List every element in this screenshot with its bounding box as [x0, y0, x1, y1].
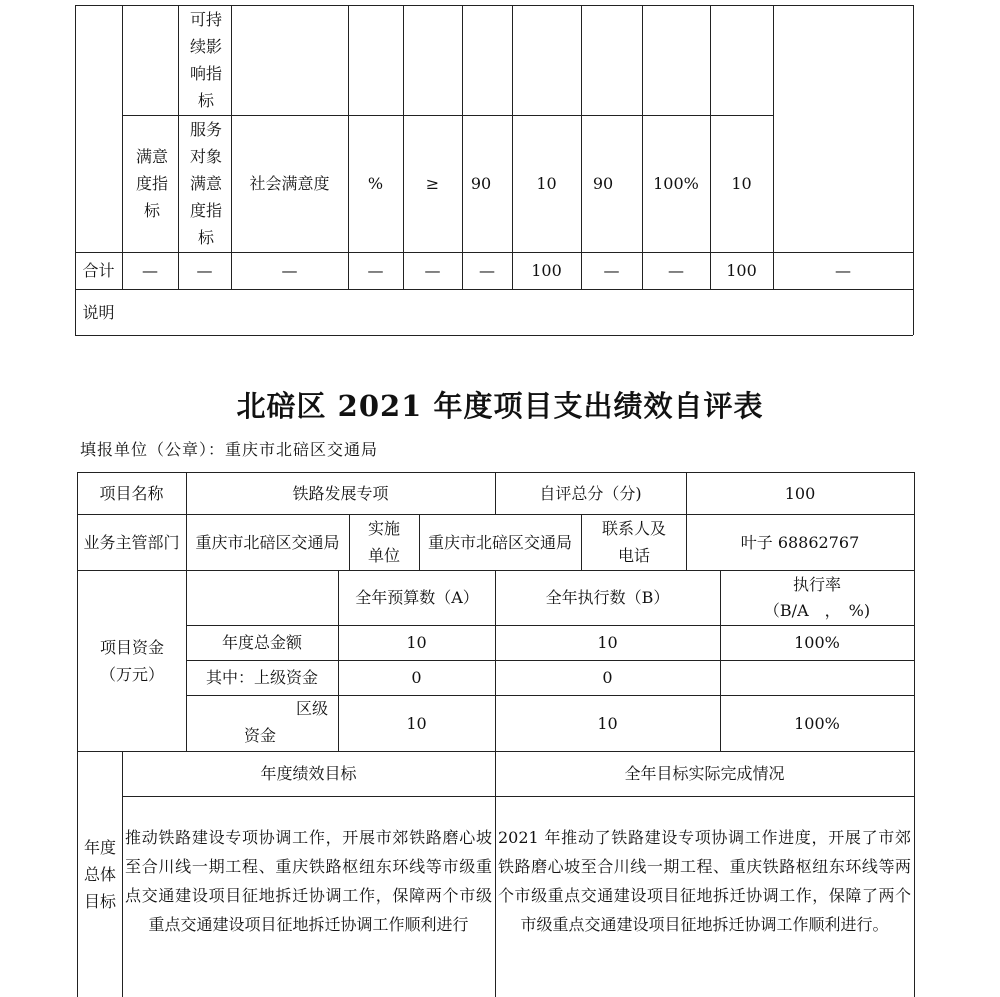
total-dash: — — [424, 261, 441, 280]
total-dash: — — [835, 261, 851, 280]
total-dash: — — [603, 261, 620, 280]
total-dash: — — [668, 261, 684, 280]
col-actual-completion: 全年目标实际完成情况 — [624, 764, 785, 783]
filler-unit: 填报单位（公章）：重庆市北碚区交通局 — [80, 440, 379, 459]
annual-goal-text: 推动铁路建设专项协调工作，开展市郊铁路磨心坡至合川线一期工程、重庆铁路枢纽东环线等市级重点交通建设项目征地拆迁协调工作，保障两个市级重点交通建设项目征地拆迁协调工作顺利进行 — [125, 828, 492, 934]
impl-label: 实施单位 — [367, 519, 400, 565]
funds-label: 项目资金（万元） — [99, 637, 164, 684]
satisfaction-target: 90 — [470, 174, 492, 193]
upper-funds-rate — [720, 660, 914, 695]
satisfaction-level3-label: 服务对象满意度指标 — [189, 120, 222, 247]
annual-total-budget: 10 — [406, 633, 427, 652]
satisfaction-weight: 10 — [536, 174, 557, 193]
district-funds-budget: 10 — [406, 713, 427, 733]
actual-completion-text: 2021 年推动了铁路建设专项协调工作进度，开展了市郊铁路磨心坡至合川线一期工程、重庆铁路枢纽东环线等两个市级重点交通建设项目征地拆迁协调工作，保障了两个市级重点交通建设项目征地拆迁协调工作顺利进行。 — [498, 828, 911, 934]
note-label: 说明 — [82, 302, 115, 322]
satisfaction-level2-label: 满意度指标 — [135, 147, 168, 220]
dept-value: 重庆市北碚区交通局 — [195, 532, 340, 552]
district-funds-exec: 10 — [597, 713, 618, 733]
page-title: 北碚区 2021 年度项目支出绩效自评表 — [236, 389, 764, 423]
total-weight: 100 — [531, 261, 562, 280]
satisfaction-unit: % — [367, 174, 384, 193]
col-rate-line2: （B/A ， %) — [763, 601, 871, 620]
contact-label: 联系人及电话 — [601, 519, 666, 565]
impl-value: 重庆市北碚区交通局 — [427, 532, 572, 552]
project-name: 铁路发展专项 — [292, 483, 389, 503]
sustain-indicator-label: 可持续影响指标 — [189, 10, 222, 110]
project-name-label: 项目名称 — [99, 483, 164, 503]
goals-label: 年度总体目标 — [83, 837, 116, 911]
annual-total-label: 年度总金额 — [221, 633, 302, 652]
satisfaction-operator: ≥ — [425, 174, 440, 193]
total-score: 100 — [726, 261, 757, 280]
total-dash: — — [142, 261, 158, 280]
col-rate-line1: 执行率 — [792, 575, 841, 594]
satisfaction-indicator: 社会满意度 — [249, 174, 330, 193]
total-label: 合计 — [82, 261, 115, 280]
district-funds-label — [186, 695, 338, 751]
total-dash: — — [367, 261, 384, 280]
col-budget: 全年预算数（A） — [355, 588, 479, 607]
satisfaction-actual: 90 — [592, 174, 614, 193]
district-funds-label-line1: 区级 — [295, 699, 328, 718]
upper-funds-budget: 0 — [411, 668, 422, 687]
annual-total-rate: 100% — [794, 633, 840, 652]
dept-label: 业务主管部门 — [83, 532, 180, 552]
satisfaction-rate: 100% — [653, 174, 699, 193]
upper-funds-exec: 0 — [602, 668, 613, 687]
total-dash: — — [479, 261, 495, 280]
contact-value: 叶子 68862767 — [740, 532, 860, 552]
score-label: 自评总分（分) — [539, 483, 642, 503]
total-dash: — — [281, 261, 298, 280]
col-annual-goal: 年度绩效目标 — [260, 764, 357, 783]
upper-funds-label: 其中：上级资金 — [205, 668, 318, 687]
col-rate — [720, 570, 914, 625]
satisfaction-score: 10 — [731, 174, 752, 193]
district-funds-label-line2: 资金 — [244, 726, 277, 745]
annual-total-exec: 10 — [597, 633, 618, 652]
col-exec: 全年执行数（B） — [545, 588, 670, 607]
total-dash: — — [196, 261, 213, 280]
district-funds-rate: 100% — [794, 713, 840, 733]
total-score: 100 — [784, 483, 816, 503]
